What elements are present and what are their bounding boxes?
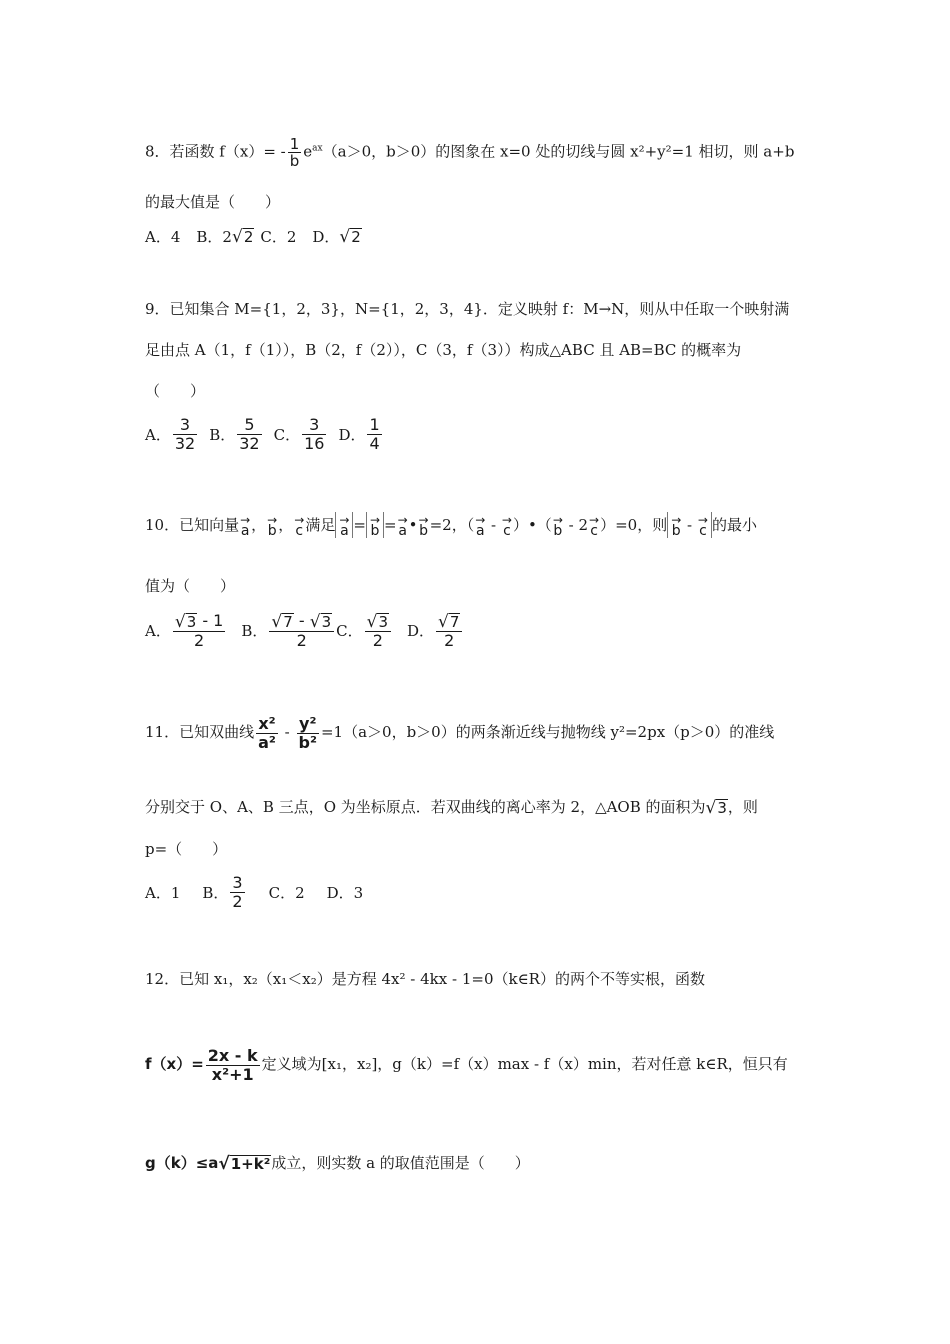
q9-option-d-fraction: $\frac{1}{4}$ [369,415,380,453]
q10-option-b-fraction: √ 7 - √ 3 2 [269,612,334,650]
q12-line1: 12．已知 x₁，x₂（x₁＜x₂）是方程 4x² - 4kx - 1=0（k∈R）的两个不等实根，函数 [145,970,705,988]
q9-option-a: A． $\frac{3}{32}$ [145,415,196,453]
q10-option-b: B． √ 7 - √ 3 2 [241,612,336,650]
abs-b-minus-c: → b - → c [667,512,712,538]
q9-option-b: B． $\frac{5}{32}$ [209,415,260,453]
q9-option-a-fraction: $\frac{3}{32}$ [174,415,196,453]
q11-line2: 分别交于 O、A、B 三点，O 为坐标原点．若双曲线的离心率为 2，△AOB 的面积为 √ 3 ，则 [145,798,758,818]
q10-options [145,612,464,650]
q10-option-c: C． √ 3 2 [336,612,393,650]
q12-line2: f（x）= $\frac{2x - k}{\text{x²+1}}$ 定义域为[x₁，x₂]，g（k）=f（x）max - f（x）min，若对任意 k∈R，恒只有 [145,1045,788,1084]
q8-line2: 的最大值是（ ） [145,193,281,211]
q11-fraction-x: $\frac{\text{x²}}{\text{a²}}$ [258,713,276,752]
q12-fx-label: f（x）= [145,1055,204,1073]
q11-option-d: D．3 [326,884,364,902]
q11-line1: 11．已知双曲线 $\frac{\text{x²}}{\text{a²}}$ - $\frac{\text{y²}}{\text{b²}}$ =1（a＞0，b＞0）的两条渐近线与抛物线 y²=2px（p＞0）的准线 [145,713,775,752]
q12-line3: g（k）≤a √ 1+k² 成立，则实数 a 的取值范围是（ ） [145,1154,530,1174]
q9-option-c-fraction: $\frac{3}{16}$ [304,415,325,453]
q11-option-a: A．1 [145,884,181,902]
q8-exp-base: e [303,142,313,161]
q9-line1: 9．已知集合 M={1，2，3}，N={1，2，3，4}．定义映射 f：M→N，则从中任取一个映射满 [145,300,790,318]
q10-option-c-fraction: √ 3 2 [365,612,391,650]
q8-option-d-sqrt: √ 2 [339,226,361,247]
q8-fraction: $\frac{1}{b}$ [289,135,300,170]
q8-option-d: D． √ 2 [312,226,361,247]
q10-option-a-fraction: √ 3 - 1 2 [174,611,224,650]
q8-prefix: 8．若函数 f（x）= - [145,142,286,161]
q10-option-a: A． √ 3 - 1 2 [145,611,224,650]
q10-line2: 值为（ ） [145,577,236,595]
q8-line1 [145,136,794,169]
q9-line3: （ ） [145,382,206,400]
vector-b: → b [267,513,278,539]
q12-gk-sqrt: √ 1+k² [218,1154,271,1174]
q8-option-b-sqrt: √ 2 [231,226,254,247]
q8-options [145,226,362,247]
q8-exp-sup: ax [312,143,323,154]
q11-option-c: C．2 [268,884,305,902]
q9-option-d: D． $\frac{1}{4}$ [338,415,380,453]
q8-option-a: A．4 [145,228,181,246]
q8-option-c: C．2 [260,228,297,246]
q9-option-c: C． $\frac{3}{16}$ [273,415,325,453]
q9-option-b-fraction: $\frac{5}{32}$ [239,415,260,453]
q11-options [145,874,363,911]
q8-rest: （a＞0，b＞0）的图象在 x=0 处的切线与圆 x²+y²=1 相切，则 a+b [322,142,795,161]
q11-option-b: B． $\frac{3}{2}$ [202,873,243,911]
q12-gk-label: g（k）≤a [145,1154,219,1172]
q11-fraction-y: $\frac{\text{y²}}{\text{b²}}$ [298,713,317,752]
q8-option-b: B．2 √ 2 [196,226,254,247]
q9-line2: 足由点 A（1，f（1）），B（2，f（2）），C（3，f（3））构成△ABC 且 AB=BC 的概率为 [145,341,742,359]
q11-line3: p=（ ） [145,840,228,858]
q9-options [145,416,384,453]
q10-option-d: D． √ 7 2 [407,612,464,650]
q10-option-d-fraction: √ 7 2 [436,612,462,650]
vector-c: → c [294,513,305,539]
abs-b: → b [366,512,384,538]
abs-a: → a [335,512,353,538]
vector-a: → a [240,513,251,539]
q12-fx-fraction: $\frac{2x - k}{\text{x²+1}}$ [207,1045,258,1084]
q11-option-b-fraction: $\frac{3}{2}$ [232,873,243,911]
q10-line1: 10．已知向量 → a ， → b ， → c 满足 → a = → b = → a • → b =2，（ → a - → c ）•（ → b - 2 → c ）=0，则 → b - → c 的最小 [145,513,757,539]
q11-sqrt3: √ 3 [705,798,727,818]
